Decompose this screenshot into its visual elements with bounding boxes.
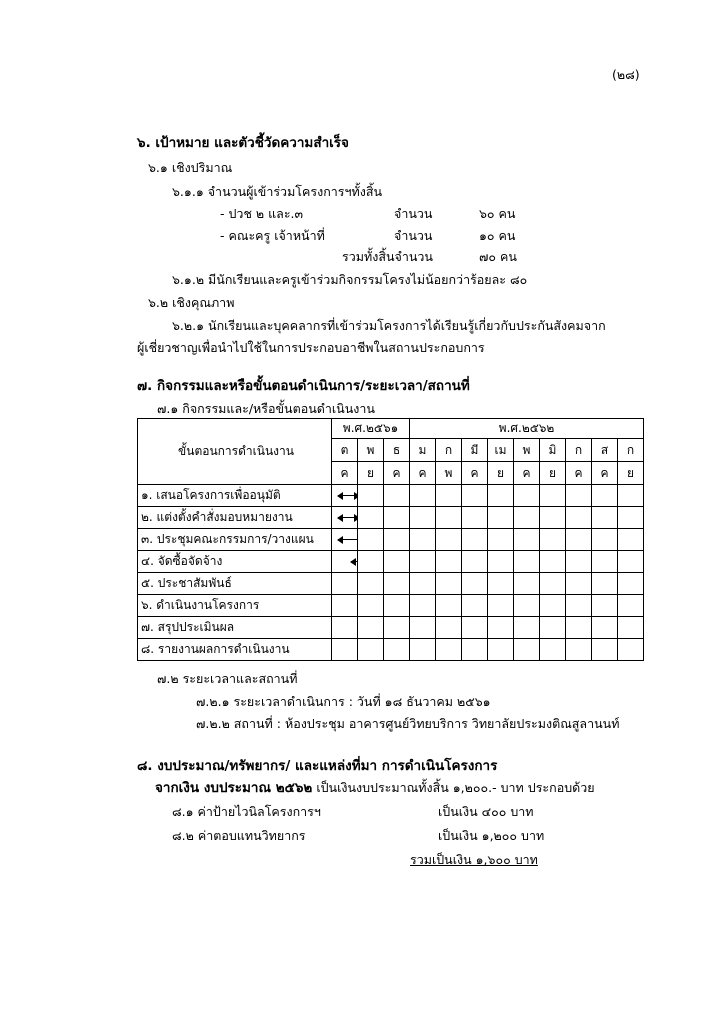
gantt-activity-label: ๖. ดำเนินงานโครงการ: [138, 595, 332, 617]
gantt-cell: [358, 507, 384, 529]
gantt-cell: [332, 573, 358, 595]
section-7-2-1: ๗.๒.๑ ระยะเวลาดำเนินการ : วันที่ ๑๘ ธันวาคม ๒๕๖๑: [196, 694, 491, 709]
gantt-cell: [462, 595, 488, 617]
gantt-cell: [332, 551, 358, 573]
gantt-activity-label: ๗. สรุปประเมินผล: [138, 617, 332, 639]
budget-item-2-amount: เป็นเงิน ๑,๒๐๐ บาท: [438, 828, 545, 843]
gantt-activity-label: ๘. รายงานผลการดำเนินงาน: [138, 639, 332, 661]
gantt-cell: [462, 551, 488, 573]
gantt-cell: [358, 529, 384, 551]
gantt-cell: [358, 485, 384, 507]
gantt-month-bottom: ค: [332, 462, 358, 485]
gantt-month-top: ต: [332, 439, 358, 462]
budget-item-1-label: ๘.๑ ค่าป้ายไวนิลโครงการฯ: [172, 804, 321, 819]
gantt-cell: [488, 485, 514, 507]
gantt-activity-label: ๔. จัดซื้อจัดจ้าง: [138, 551, 332, 573]
gantt-cell: [488, 507, 514, 529]
budget-text: เป็นเงินงบประมาณทั้งสิ้น ๑,๒๐๐.- บาท ประกอบด้วย: [316, 780, 595, 795]
gantt-cell: [488, 617, 514, 639]
gantt-month-top: เม: [488, 439, 514, 462]
gantt-header-activity: ขั้นตอนการดำเนินงาน: [138, 419, 332, 485]
gantt-cell: [540, 595, 566, 617]
gantt-cell: [540, 551, 566, 573]
gantt-cell: [462, 507, 488, 529]
gantt-cell: [332, 617, 358, 639]
gantt-row: [138, 639, 644, 661]
gantt-month-bottom: ย: [618, 462, 644, 485]
gantt-activity-label: ๒. แต่งตั้งคำสั่งมอบหมายงาน: [138, 507, 332, 529]
gantt-month-bottom: ค: [592, 462, 618, 485]
gantt-header-years: [138, 419, 644, 439]
section-6-1-1: ๖.๑.๑ จำนวนผู้เข้าร่วมโครงการฯทั้งสิ้น: [172, 184, 383, 199]
gantt-cell: [618, 573, 644, 595]
gantt-cell: [488, 639, 514, 661]
gantt-row: [138, 595, 644, 617]
gantt-cell: [462, 639, 488, 661]
gantt-cell: [566, 507, 592, 529]
target-row-1-label: - ปวช ๒ และ.๓: [220, 206, 304, 221]
gantt-cell: [462, 617, 488, 639]
gantt-cell: [436, 507, 462, 529]
gantt-cell: [384, 573, 410, 595]
gantt-cell: [592, 551, 618, 573]
gantt-cell: [540, 639, 566, 661]
gantt-cell: [592, 639, 618, 661]
target-row-2-unit: จำนวน: [394, 228, 433, 243]
gantt-cell: [566, 595, 592, 617]
gantt-cell: [618, 617, 644, 639]
gantt-month-top: ม: [410, 439, 436, 462]
gantt-cell: [488, 573, 514, 595]
gantt-cell: [566, 573, 592, 595]
gantt-cell: [358, 595, 384, 617]
gantt-cell: [540, 617, 566, 639]
gantt-month-top: มิ: [540, 439, 566, 462]
gantt-cell: [384, 551, 410, 573]
section-7-1: ๗.๑ กิจกรรมและ/หรือขั้นตอนดำเนินงาน: [157, 401, 375, 416]
gantt-cell: [514, 595, 540, 617]
gantt-cell: [514, 529, 540, 551]
gantt-cell: [410, 639, 436, 661]
gantt-cell: [410, 485, 436, 507]
gantt-month-top: ธ: [384, 439, 410, 462]
gantt-cell: [618, 485, 644, 507]
gantt-cell: [540, 507, 566, 529]
gantt-cell: [592, 595, 618, 617]
gantt-month-bottom: ค: [462, 462, 488, 485]
gantt-month-bottom: ค: [514, 462, 540, 485]
gantt-cell: [540, 529, 566, 551]
gantt-cell: [462, 529, 488, 551]
gantt-cell: [462, 573, 488, 595]
gantt-cell: [410, 573, 436, 595]
gantt-activity-label: ๕. ประชาสัมพันธ์: [138, 573, 332, 595]
gantt-cell: [332, 485, 358, 507]
gantt-cell: [410, 617, 436, 639]
gantt-cell: [488, 529, 514, 551]
gantt-cell: [332, 507, 358, 529]
target-row-2-value: ๑๐ คน: [479, 228, 516, 243]
gantt-cell: [436, 573, 462, 595]
budget-item-1-amount: เป็นเงิน ๔๐๐ บาท: [438, 804, 534, 819]
gantt-cell: [592, 529, 618, 551]
gantt-cell: [332, 529, 358, 551]
gantt-cell: [592, 507, 618, 529]
gantt-cell: [410, 551, 436, 573]
section-7-2-2: ๗.๒.๒ สถานที่ : ห้องประชุม อาคารศูนย์วิทยบริการ วิทยาลัยประมงติณสูลานนท์: [196, 716, 620, 731]
gantt-cell: [462, 485, 488, 507]
section-7-2: ๗.๒ ระยะเวลาและสถานที่: [157, 671, 298, 686]
gantt-cell: [618, 529, 644, 551]
gantt-cell: [540, 573, 566, 595]
gantt-month-bottom: ค: [384, 462, 410, 485]
target-row-1-value: ๖๐ คน: [479, 206, 516, 221]
gantt-activity-label: ๓. ประชุมคณะกรรมการ/วางแผน: [138, 529, 332, 551]
section-8-heading: ๘. งบประมาณ/ทรัพยากร/ และแหล่งที่มา การดำเนินโครงการ: [137, 758, 498, 774]
gantt-month-bottom: ค: [566, 462, 592, 485]
gantt-row: [138, 529, 644, 551]
gantt-month-bottom: ย: [358, 462, 384, 485]
gantt-cell: [410, 529, 436, 551]
gantt-month-top: มี: [462, 439, 488, 462]
gantt-cell: [358, 573, 384, 595]
section-6-heading: ๖. เป้าหมาย และตัวชี้วัดความสำเร็จ: [137, 135, 349, 151]
gantt-duration-arrow: [338, 539, 358, 540]
gantt-cell: [592, 573, 618, 595]
gantt-month-top: ก: [618, 439, 644, 462]
gantt-cell: [618, 507, 644, 529]
gantt-row: [138, 485, 644, 507]
gantt-month-top: พ: [358, 439, 384, 462]
gantt-cell: [384, 639, 410, 661]
budget-source: [155, 780, 595, 796]
gantt-cell: [436, 529, 462, 551]
gantt-cell: [332, 595, 358, 617]
section-6-2-1-line1: ๖.๒.๑ นักเรียนและบุคคลากรที่เข้าร่วมโครงการได้เรียนรู้เกี่ยวกับประกันสังคมจาก: [172, 318, 606, 333]
gantt-cell: [618, 551, 644, 573]
gantt-duration-arrow: [338, 517, 358, 518]
gantt-activity-label: ๑. เสนอโครงการเพื่ออนุมัติ: [138, 485, 332, 507]
budget-total: รวมเป็นเงิน ๑,๖๐๐ บาท: [410, 852, 538, 867]
gantt-duration-arrow: [351, 561, 358, 562]
gantt-cell: [384, 507, 410, 529]
gantt-cell: [566, 639, 592, 661]
target-total-label: รวมทั้งสิ้นจำนวน: [342, 249, 433, 264]
gantt-cell: [358, 617, 384, 639]
gantt-cell: [384, 529, 410, 551]
gantt-year-2: พ.ศ.๒๕๖๒: [410, 419, 644, 439]
section-6-2-1-line2: ผู้เชี่ยวชาญเพื่อนำไปใช้ในการประกอบอาชีพในสถานประกอบการ: [137, 340, 485, 355]
target-row-2-label: - คณะครู เจ้าหน้าที่: [220, 228, 325, 243]
section-6-2: ๖.๒ เชิงคุณภาพ: [148, 295, 235, 310]
gantt-row: [138, 573, 644, 595]
budget-prefix: จากเงิน งบประมาณ ๒๕๖๒: [155, 780, 313, 796]
gantt-cell: [566, 485, 592, 507]
target-row-1-unit: จำนวน: [394, 206, 433, 221]
budget-item-2-label: ๘.๒ ค่าตอบแทนวิทยากร: [172, 828, 306, 843]
gantt-month-top: ส: [592, 439, 618, 462]
gantt-cell: [592, 485, 618, 507]
gantt-cell: [618, 595, 644, 617]
gantt-cell: [358, 551, 384, 573]
gantt-row: [138, 617, 644, 639]
gantt-cell: [384, 595, 410, 617]
gantt-month-top: ก: [436, 439, 462, 462]
gantt-cell: [514, 485, 540, 507]
gantt-cell: [566, 551, 592, 573]
gantt-cell: [514, 617, 540, 639]
gantt-cell: [566, 617, 592, 639]
gantt-cell: [488, 551, 514, 573]
page-number: (๒๘): [612, 67, 640, 82]
gantt-cell: [436, 485, 462, 507]
gantt-cell: [514, 639, 540, 661]
section-7-heading: ๗. กิจกรรมและหรือขั้นตอนดำเนินการ/ระยะเวลา/สถานที่: [137, 378, 470, 394]
gantt-row: [138, 507, 644, 529]
target-total-value: ๗๐ คน: [479, 249, 517, 264]
gantt-cell: [540, 485, 566, 507]
gantt-cell: [592, 617, 618, 639]
gantt-year-1: พ.ศ.๒๕๖๑: [332, 419, 410, 439]
gantt-cell: [436, 595, 462, 617]
section-6-1: ๖.๑ เชิงปริมาณ: [148, 160, 233, 175]
gantt-duration-arrow: [338, 495, 358, 496]
gantt-month-bottom: ค: [410, 462, 436, 485]
gantt-cell: [618, 639, 644, 661]
gantt-cell: [436, 617, 462, 639]
gantt-cell: [514, 551, 540, 573]
gantt-table: [137, 418, 644, 661]
gantt-row: [138, 551, 644, 573]
section-6-1-2: ๖.๑.๒ มีนักเรียนและครูเข้าร่วมกิจกรรมโครงไม่น้อยกว่าร้อยละ ๘๐: [172, 272, 528, 287]
gantt-cell: [436, 551, 462, 573]
gantt-cell: [566, 529, 592, 551]
gantt-month-bottom: ย: [488, 462, 514, 485]
gantt-cell: [410, 595, 436, 617]
gantt-cell: [384, 617, 410, 639]
gantt-cell: [514, 507, 540, 529]
gantt-month-bottom: พ: [436, 462, 462, 485]
gantt-cell: [410, 507, 436, 529]
gantt-cell: [514, 573, 540, 595]
gantt-cell: [384, 485, 410, 507]
gantt-month-top: ก: [566, 439, 592, 462]
gantt-cell: [332, 639, 358, 661]
gantt-month-bottom: ย: [540, 462, 566, 485]
gantt-cell: [488, 595, 514, 617]
gantt-month-top: พ: [514, 439, 540, 462]
gantt-cell: [436, 639, 462, 661]
gantt-cell: [358, 639, 384, 661]
